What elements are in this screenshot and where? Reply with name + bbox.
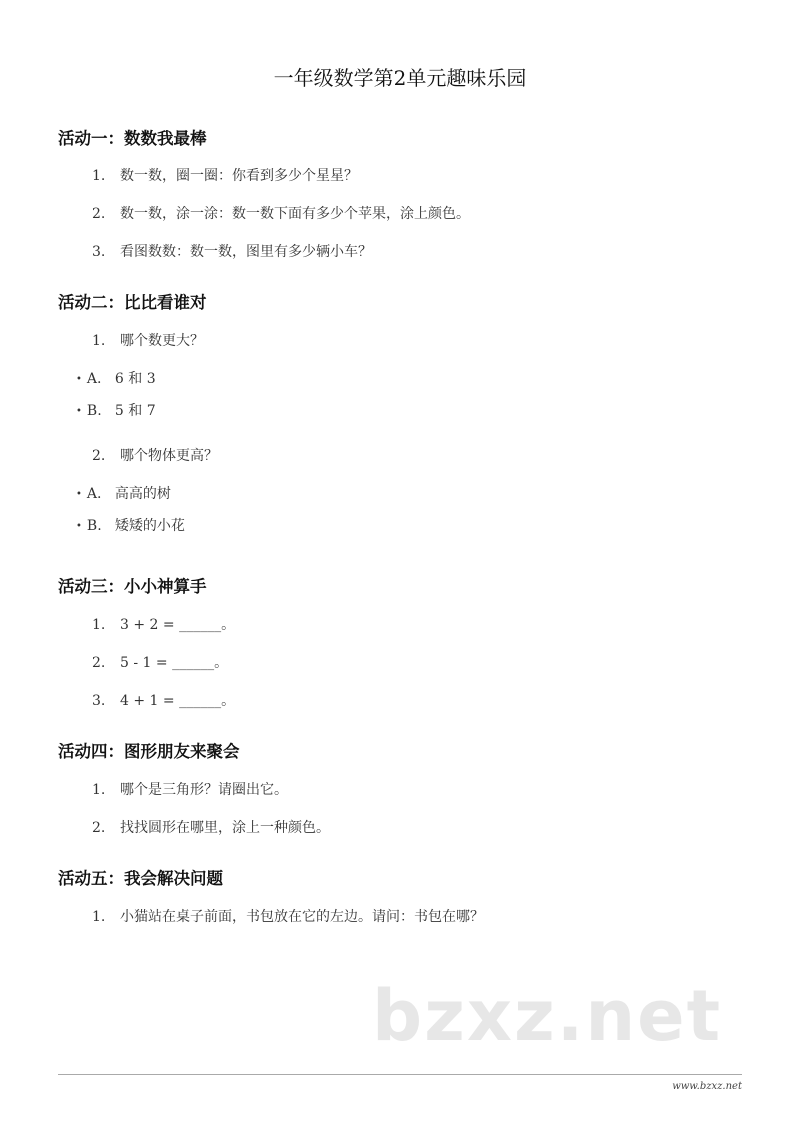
option-label: A. xyxy=(86,486,102,502)
item-number: 1. xyxy=(92,333,106,349)
list-item xyxy=(92,906,484,926)
item-text: 数一数，涂一涂：数一数下面有多少个苹果，涂上颜色。 xyxy=(120,206,470,222)
item-text: 5 - 1 = ______。 xyxy=(120,655,229,671)
question-item xyxy=(92,330,204,350)
item-text: 4 + 1 = ______。 xyxy=(120,693,236,709)
section-heading-1: 活动一：数数我最棒 xyxy=(58,129,207,148)
list-item xyxy=(92,817,330,837)
item-text: 3 + 2 = ______。 xyxy=(120,617,236,633)
item-text: 找找圆形在哪里，涂上一种颜色。 xyxy=(120,820,330,836)
section-heading-2: 活动二：比比看谁对 xyxy=(58,293,207,312)
list-item xyxy=(92,241,372,261)
list-item xyxy=(92,652,228,672)
option-item xyxy=(76,515,185,535)
section-heading-3: 活动三：小小神算手 xyxy=(58,577,207,596)
item-text: 小猫站在桌子前面，书包放在它的左边。请问：书包在哪？ xyxy=(120,909,484,925)
item-text: 哪个是三角形？请圈出它。 xyxy=(120,782,288,798)
option-item xyxy=(76,483,171,503)
item-number: 1. xyxy=(92,782,106,798)
option-text: 矮矮的小花 xyxy=(114,518,185,534)
bullet-icon: • xyxy=(76,406,82,417)
item-text: 哪个数更大？ xyxy=(120,333,204,349)
item-number: 2. xyxy=(92,655,106,671)
item-number: 2. xyxy=(92,448,106,464)
list-item xyxy=(92,203,470,223)
list-item xyxy=(92,690,235,710)
list-item xyxy=(92,165,358,185)
footer-url: www.bzxz.net xyxy=(672,1081,742,1092)
list-item xyxy=(92,614,235,634)
bullet-icon: • xyxy=(76,521,82,532)
item-number: 2. xyxy=(92,820,106,836)
item-text: 数一数，圈一圈：你看到多少个星星？ xyxy=(120,168,358,184)
option-text: 6 和 3 xyxy=(114,371,156,387)
option-text: 5 和 7 xyxy=(114,403,156,419)
item-number: 3. xyxy=(92,693,106,709)
section-heading-5: 活动五：我会解决问题 xyxy=(58,869,223,888)
question-item xyxy=(92,445,218,465)
watermark: bzxz.net xyxy=(372,975,723,1057)
option-text: 高高的树 xyxy=(114,486,171,502)
option-item xyxy=(76,400,156,420)
option-label: B. xyxy=(86,518,102,534)
bullet-icon: • xyxy=(76,374,82,385)
list-item xyxy=(92,779,288,799)
item-number: 2. xyxy=(92,206,106,222)
item-text: 看图数数：数一数，图里有多少辆小车？ xyxy=(120,244,372,260)
item-number: 1. xyxy=(92,909,106,925)
item-number: 3. xyxy=(92,244,106,260)
bullet-icon: • xyxy=(76,489,82,500)
section-heading-4: 活动四：图形朋友来聚会 xyxy=(58,742,240,761)
option-label: B. xyxy=(86,403,102,419)
option-item xyxy=(76,368,156,388)
item-text: 哪个物体更高？ xyxy=(120,448,218,464)
option-label: A. xyxy=(86,371,102,387)
item-number: 1. xyxy=(92,617,106,633)
footer-divider xyxy=(58,1074,742,1075)
page-title: 一年级数学第2单元趣味乐园 xyxy=(273,66,527,90)
item-number: 1. xyxy=(92,168,106,184)
